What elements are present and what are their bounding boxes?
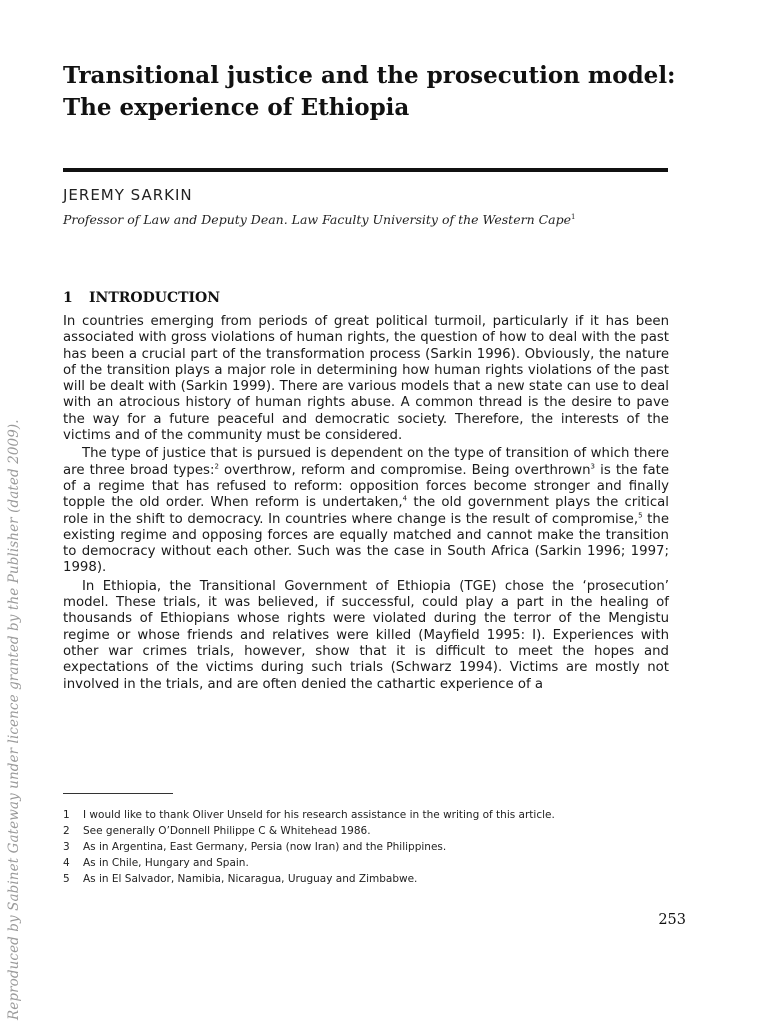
footnote-number: 3: [63, 841, 70, 853]
footnote-number: 5: [63, 873, 70, 885]
footnote-text: As in Chile, Hungary and Spain.: [83, 857, 249, 869]
sabinet-watermark: [6, 419, 22, 1020]
paragraph-2-text-c: is the fate of a regime that has refused to reform: opposition forces become stronger and finally topple the old order. When reform is undertaken,: [63, 462, 669, 511]
footnote-ref-5[interactable]: 5: [638, 511, 643, 520]
footnote-number: 2: [63, 825, 70, 837]
paragraph-2-text-e: the existing regime and opposing forces are equally matched and cannot make the transition to democracy without each other. Such was the case in South Africa (Sarkin 1996; 1997; 1998).: [63, 511, 669, 576]
paragraph-2-text-b: overthrow, reform and compromise. Being overthrown: [218, 462, 591, 478]
paragraph-3: In Ethiopia, the Transitional Government of Ethiopia (TGE) chose the ‘prosecution’ model. These trials, it was believed, if successful, could play a part in the healing of thousands of Ethiopians whose rights were violated during the terror of the Mengistu regime or whose friends and relatives were killed (Mayfield 1995: I). Experiences with other war crimes trials, however, show that it is difficult to meet the hopes and expectations of the victims during such trials (Schwarz 1994). Victims are mostly not involved in the trials, and are often denied the cathartic experience of a: [63, 578, 669, 692]
paragraph-1: In countries emerging from periods of great political turmoil, particularly if it has been associated with gross violations of human rights, the question of how to deal with the past has been a crucial part of the transformation process (Sarkin 1996). Obviously, the nature of the transition plays a major role in determining how human rights violations of the past will be dealt with (Sarkin 1999). There are various models that a new state can use to deal with an atrocious history of human rights abuse. A common thread is the desire to pave the way for a future peaceful and democratic society. Therefore, the interests of the victims and of the community must be considered.: [63, 314, 669, 444]
affiliation-footnote-ref[interactable]: 1: [571, 212, 576, 221]
section-title: INTRODUCTION: [89, 290, 221, 306]
footnote-ref-3[interactable]: 3: [590, 462, 596, 471]
footnote-item: [63, 824, 688, 839]
footnote-text: I would like to thank Oliver Unseld for his research assistance in the writing of this article.: [83, 809, 555, 821]
article-body: [63, 314, 669, 695]
footnote-text: As in Argentina, East Germany, Persia (now Iran) and the Philippines.: [83, 841, 447, 853]
page-number: 253: [658, 912, 686, 928]
footnote-number: 4: [63, 857, 70, 869]
section-number: 1: [63, 290, 73, 306]
author-affiliation: [63, 212, 683, 227]
footnotes-list: [63, 808, 688, 888]
section-heading: [63, 290, 220, 306]
footnote-divider: [63, 793, 173, 794]
footnote-item: [63, 872, 688, 887]
footnote-text: As in El Salvador, Namibia, Nicaragua, Uruguay and Zimbabwe.: [83, 873, 418, 885]
footnote-item: [63, 840, 688, 855]
footnote-ref-2[interactable]: 2: [214, 462, 219, 471]
footnote-text: See generally O’Donnell Philippe C & Whitehead 1986.: [83, 825, 371, 837]
paragraph-2-text-d: the old government plays the critical role in the shift to democracy. In countries where change is the result of compromise,: [63, 495, 669, 527]
footnote-item: [63, 808, 688, 823]
footnote-number: 1: [63, 809, 70, 821]
watermark-text: Reproduced by Sabinet Gateway under licence granted by the Publisher (dated 2009).: [6, 419, 22, 1020]
footnote-ref-4[interactable]: 4: [402, 494, 408, 503]
affiliation-text: Professor of Law and Deputy Dean. Law Faculty University of the Western Cape: [63, 212, 572, 227]
author-name: JEREMY SARKIN: [63, 186, 193, 204]
article-title: Transitional justice and the prosecution model: The experience of Ethiopia: [63, 62, 676, 121]
footnote-item: [63, 856, 688, 871]
paragraph-2: [63, 446, 669, 576]
paragraph-2-text-a: The type of justice that is pursued is dependent on the type of transition of which there are three broad types:: [63, 446, 669, 478]
title-rule: [63, 168, 668, 172]
